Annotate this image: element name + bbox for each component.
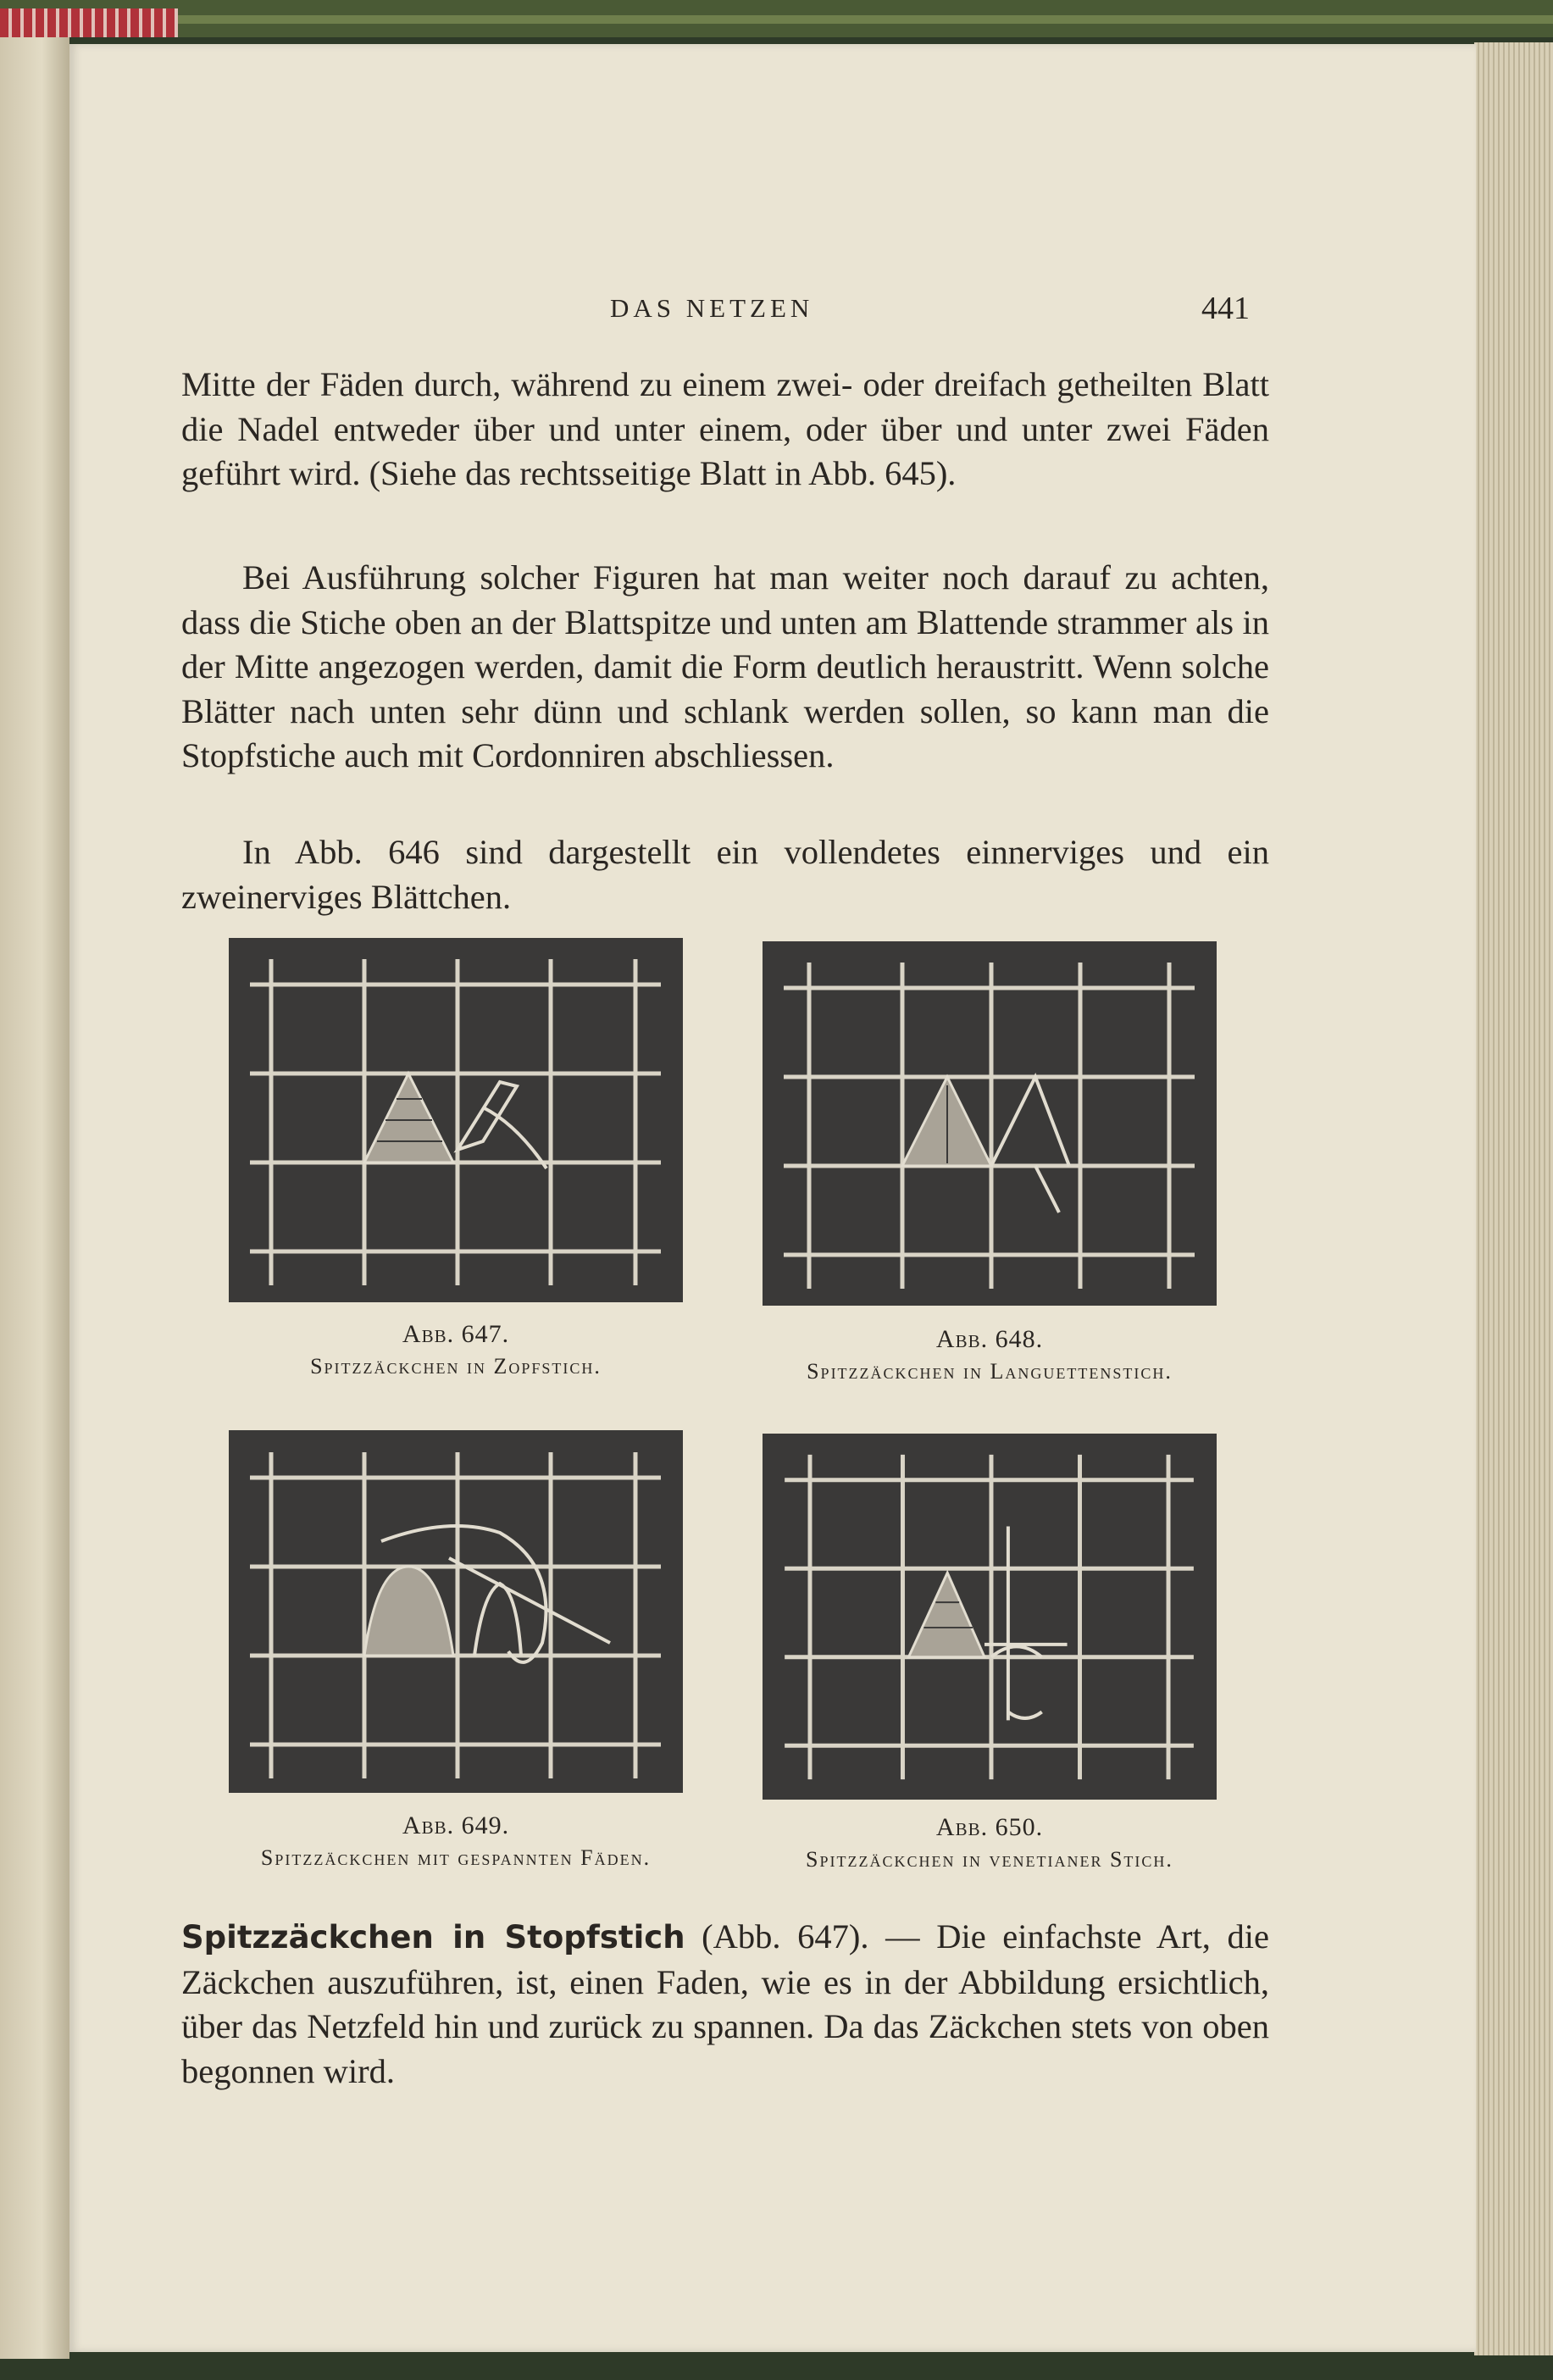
figure-caption: Spitzzäckchen in Zopfstich. [310, 1354, 602, 1379]
figure-648 [763, 941, 1217, 1306]
cover-edge [0, 0, 1553, 37]
bookmark-ribbon [0, 8, 178, 37]
net-illustration [763, 941, 1217, 1306]
paragraph-final-text: (Abb. 647). — Die einfachste Art, die Zäckchen auszuführen, ist, einen Faden, wie es in der Abbildung ersichtlich, über das Netzfeld hin und zurück zu spannen. Da das Zäckchen stets von oben begonnen wird. [181, 1917, 1269, 2090]
figure-650 [763, 1434, 1217, 1800]
running-head [0, 290, 1553, 332]
page-number: 441 [1201, 291, 1250, 326]
net-illustration [763, 1434, 1217, 1798]
figure-label: Abb. 648. [935, 1325, 1044, 1353]
paragraph-1: Mitte der Fäden durch, während zu einem zwei- oder dreifach getheilten Blatt die Nadel entweder über und unter einem, oder über und unter zwei Fäden geführt wird. (Siehe das rechtsseitige Blatt in Abb. 645). [181, 365, 1269, 492]
figure-label: Abb. 649. [402, 1811, 510, 1839]
figure-caption: Spitzzäckchen in Languettenstich. [807, 1359, 1173, 1384]
run-in-heading: Spitzzäckchen in Stopfstich [181, 1919, 685, 1956]
right-page-stack [1474, 42, 1553, 2355]
figure-caption: Spitzzäckchen in venetianer Stich. [806, 1847, 1173, 1872]
figure-label: Abb. 647. [402, 1320, 510, 1348]
net-illustration [229, 1430, 683, 1793]
figure-caption: Spitzzäckchen mit gespannten Fäden. [260, 1845, 652, 1870]
caption-650 [737, 1813, 1242, 1872]
figure-label: Abb. 650. [935, 1813, 1044, 1841]
net-illustration [229, 938, 683, 1302]
paragraph-2: Bei Ausführung solcher Figuren hat man weiter noch darauf zu achten, dass die Stiche oben an der Blattspitze und unten am Blattende strammer als in der Mitte angezogen werden, damit die Form deutlich heraustritt. Wenn solche Blätter nach unten sehr dünn und schlank werden sollen, so kann man die Stopfstiche auch mit Cordonniren abschliessen. [181, 558, 1269, 774]
caption-649 [169, 1811, 742, 1871]
paragraph-3: In Abb. 646 sind dargestellt ein vollendetes einnerviges und ein zweinerviges Blättchen. [181, 833, 1269, 916]
left-page-edge [0, 37, 69, 2359]
cover-stripe [0, 15, 1553, 24]
caption-648 [746, 1325, 1234, 1384]
caption-647 [212, 1320, 700, 1379]
figure-647 [229, 938, 683, 1302]
running-head-title: DAS NETZEN [610, 293, 814, 323]
paragraph-final [181, 1915, 1269, 2094]
figure-649 [229, 1430, 683, 1793]
